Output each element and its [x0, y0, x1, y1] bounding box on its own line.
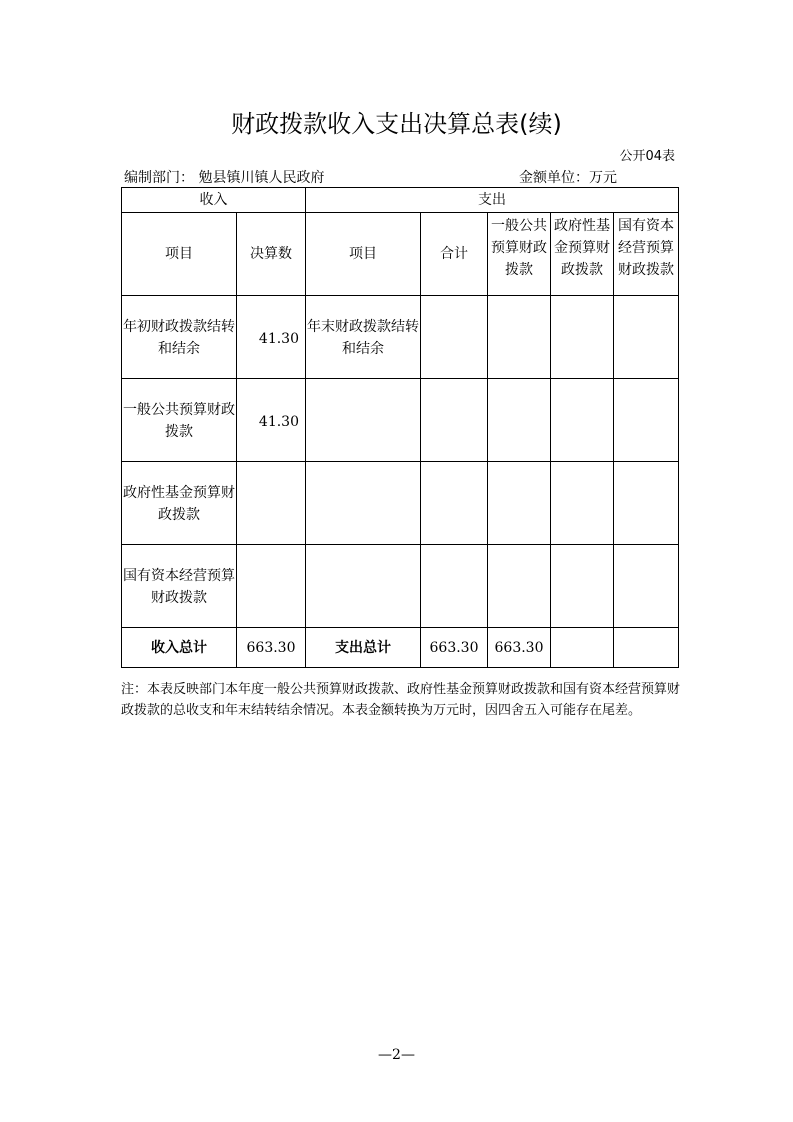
total-row [122, 628, 679, 668]
amount-unit: 金额单位：万元 [519, 170, 617, 186]
income-total-label: 收入总计 [122, 628, 237, 668]
row-expense-label [306, 462, 421, 545]
row-state [614, 379, 679, 462]
row-state [614, 462, 679, 545]
row-fund [551, 462, 614, 545]
row-label: 政府性基金预算财政拨款 [122, 462, 237, 545]
page-number: —2— [378, 1047, 415, 1063]
page-title: 财政拨款收入支出决算总表(续) [231, 110, 562, 138]
row-general [488, 379, 551, 462]
row-label: 一般公共预算财政拨款 [122, 379, 237, 462]
expense-fund-total [551, 628, 614, 668]
income-total-value: 663.30 [237, 628, 306, 668]
budget-table [121, 187, 679, 668]
expense-header: 支出 [306, 188, 679, 213]
row-total [421, 545, 488, 628]
expense-total-label: 支出总计 [306, 628, 421, 668]
income-header: 收入 [122, 188, 306, 213]
table-row [122, 462, 679, 545]
department-label: 编制部门： [124, 170, 194, 186]
col-total: 合计 [421, 213, 488, 296]
row-total [421, 296, 488, 379]
row-total [421, 462, 488, 545]
table-row [122, 545, 679, 628]
col-state: 国有资本经营预算财政拨款 [614, 213, 679, 296]
expense-total-value: 663.30 [421, 628, 488, 668]
row-general [488, 545, 551, 628]
row-value: 41.30 [237, 296, 306, 379]
department-name: 勉县镇川镇人民政府 [198, 170, 325, 186]
row-state [614, 545, 679, 628]
row-general [488, 462, 551, 545]
expense-general-total: 663.30 [488, 628, 551, 668]
table-column-header-row [122, 213, 679, 296]
row-general [488, 296, 551, 379]
row-label: 年初财政拨款结转和结余 [122, 296, 237, 379]
col-fund: 政府性基金预算财政拨款 [551, 213, 614, 296]
row-fund [551, 545, 614, 628]
row-label: 国有资本经营预算财政拨款 [122, 545, 237, 628]
table-group-header-row [122, 188, 679, 213]
col-item: 项目 [122, 213, 237, 296]
row-value [237, 462, 306, 545]
col-final: 决算数 [237, 213, 306, 296]
row-fund [551, 296, 614, 379]
row-state [614, 296, 679, 379]
row-fund [551, 379, 614, 462]
row-total [421, 379, 488, 462]
col-item2: 项目 [306, 213, 421, 296]
row-expense-label: 年末财政拨款结转和结余 [306, 296, 421, 379]
row-value: 41.30 [237, 379, 306, 462]
department-line [124, 167, 324, 187]
expense-state-total [614, 628, 679, 668]
col-general: 一般公共预算财政拨款 [488, 213, 551, 296]
table-row [122, 379, 679, 462]
form-number: 公开04表 [619, 149, 675, 164]
row-expense-label [306, 545, 421, 628]
row-expense-label [306, 379, 421, 462]
row-value [237, 545, 306, 628]
footnote: 注：本表反映部门本年度一般公共预算财政拨款、政府性基金预算财政拨款和国有资本经营预算财政拨款的总收支和年末结转结余情况。本表金额转换为万元时，因四舍五入可能存在尾差。 [121, 682, 681, 718]
table-row [122, 296, 679, 379]
